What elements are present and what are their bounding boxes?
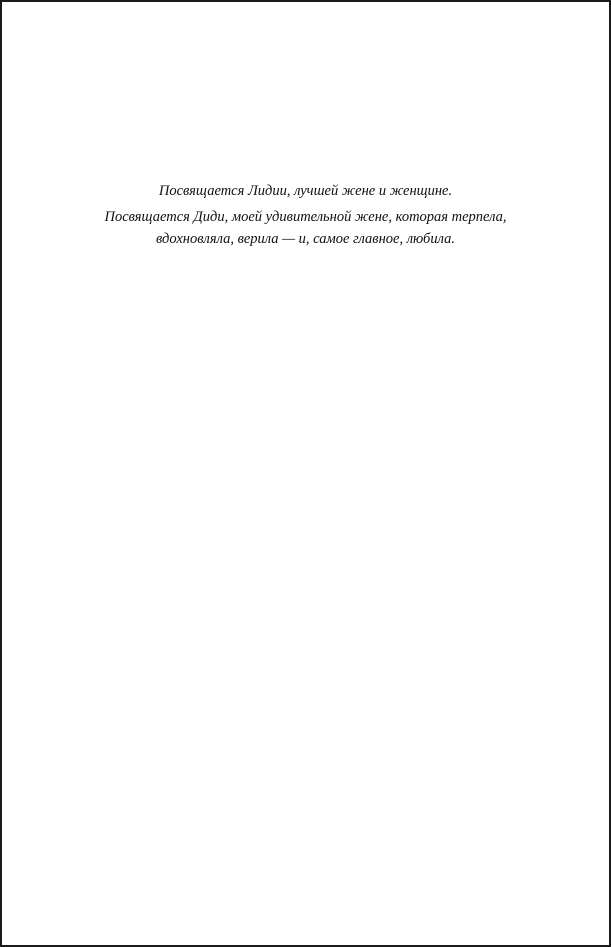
dedication-block xyxy=(2,180,609,250)
dedication-first xyxy=(2,180,609,202)
dedication-second-line-1: Посвящается Диди, моей удивительной жене, которая терпела, xyxy=(104,209,507,225)
dedication-first-text: Посвящается Лидии, лучшей жене и женщине. xyxy=(158,183,453,199)
dedication-second xyxy=(2,206,609,250)
dedication-second-line-2: вдохновляла, верила — и, самое главное, любила. xyxy=(156,231,455,247)
